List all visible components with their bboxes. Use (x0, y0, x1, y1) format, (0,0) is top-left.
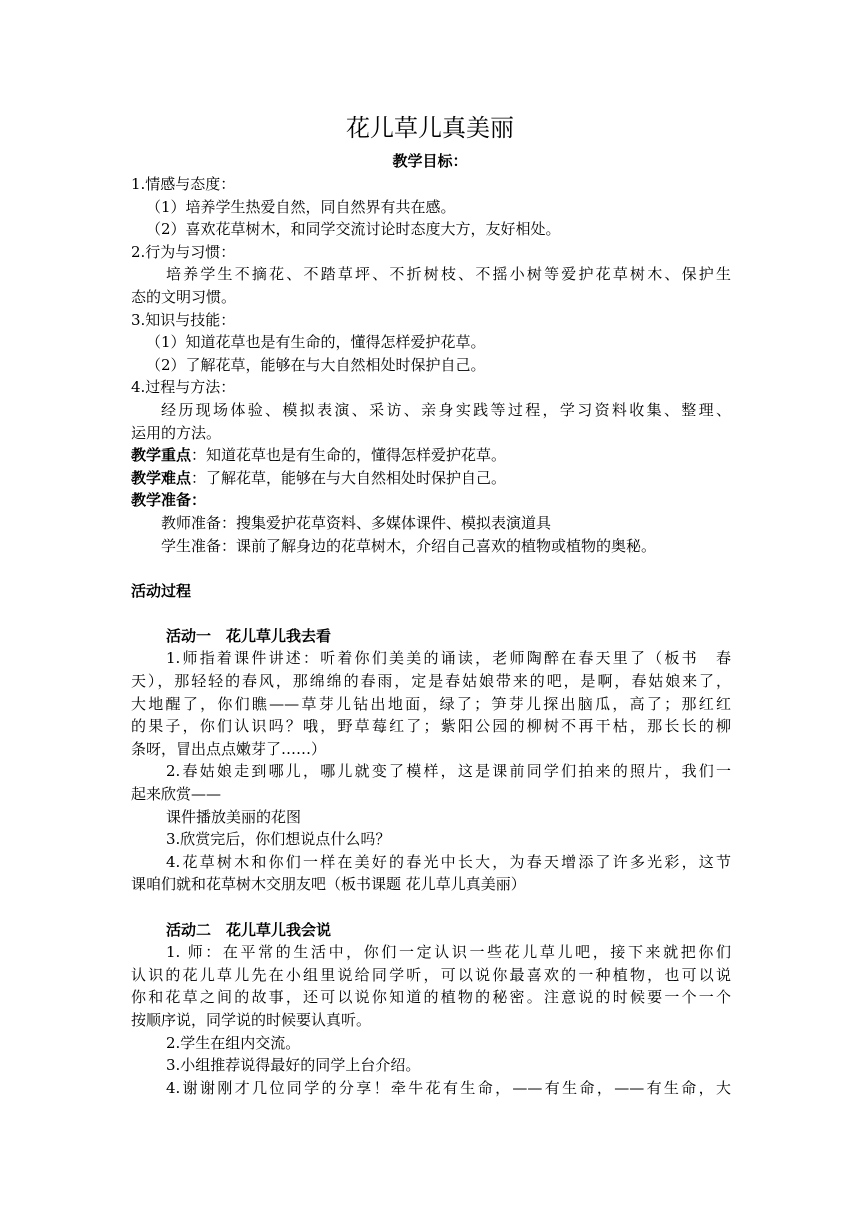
activity-2-heading: 活动二 花儿草儿我会说 (166, 920, 332, 939)
objective-heading-3: 3.知识与技能： (131, 310, 236, 329)
preparation (131, 489, 731, 512)
objective-item: （2）喜欢花草树木，和同学交流讨论时态度大方，友好相处。 (146, 220, 561, 239)
objective-heading-4: 4.过程与方法： (131, 378, 236, 397)
process-heading: 活动过程 (131, 581, 192, 600)
paragraph-line: 起来欣赏—— (131, 785, 222, 804)
paragraph-line: 2.学生在组内交流。 (166, 1033, 301, 1052)
key-point-text: ：知道花草也是有生命的，懂得怎样爱护花草。 (191, 446, 507, 465)
difficulty-text: ：了解花草，能够在与大自然相处时保护自己。 (191, 468, 507, 487)
paragraph-line: 认识的花儿草儿先在小组里说给同学听，可以说你最喜欢的一种植物，也可以说 (131, 965, 731, 984)
preparation-colon: ： (191, 491, 207, 510)
document-body (131, 173, 731, 1099)
paragraph-line: 1. 师：在平常的生活中，你们一定认识一些花儿草儿吧，接下来就把你们 (166, 943, 731, 962)
objective-item: （1）知道花草也是有生命的，懂得怎样爱护花草。 (146, 333, 486, 352)
paragraph-line: 条呀，冒出点点嫩芽了……） (131, 739, 327, 758)
difficulty (131, 467, 731, 490)
paragraph-line: 运用的方法。 (131, 423, 222, 442)
paragraph-line: 天），那轻轻的春风，那绵绵的春雨，定是春姑娘带来的吧，是啊，春姑娘来了， (131, 672, 731, 691)
objective-heading-2: 2.行为与习惯： (131, 242, 236, 261)
paragraph-line: 4.谢谢刚才几位同学的分享！牵牛花有生命，——有生命，——有生命，大 (166, 1078, 731, 1097)
paragraph-line: 按顺序说，同学说的时候要认真听。 (131, 1010, 372, 1029)
paragraph-line: 2.春姑娘走到哪儿，哪儿就变了模样，这是课前同学们拍来的照片，我们一 (166, 762, 731, 781)
objective-item: （2）了解花草，能够在与大自然相处时保护自己。 (146, 355, 486, 374)
paragraph-line: 课咱们就和花草树木交朋友吧（板书课题 花儿草儿真美丽） (131, 875, 526, 894)
objectives-heading: 教学目标： (392, 152, 468, 170)
paragraph-line: 经历现场体验、模拟表演、采访、亲身实践等过程，学习资料收集、整理、 (161, 400, 731, 419)
paragraph-line: 3.欣赏完后，你们想说点什么吗？ (166, 830, 391, 849)
key-point-label: 教学重点 (131, 446, 192, 465)
paragraph-line: 态的文明习惯。 (131, 287, 237, 306)
paragraph-line: 3.小组推荐说得最好的同学上台介绍。 (166, 1056, 421, 1075)
paragraph-line: 大地醒了，你们瞧——草芽儿钻出地面，绿了；笋芽儿探出脑瓜，高了；那红红 (131, 694, 731, 713)
paragraph-line: 课件播放美丽的花图 (166, 807, 302, 826)
key-point (131, 444, 731, 467)
paragraph-line: 你和花草之间的故事，还可以说你知道的植物的秘密。注意说的时候要一个一个 (131, 988, 731, 1007)
paragraph-line: 1.师指着课件讲述：听着你们美美的诵读，老师陶醉在春天里了（板书 春 (166, 649, 731, 668)
preparation-label: 教学准备 (131, 491, 192, 510)
paragraph-line: 4.花草树木和你们一样在美好的春光中长大，为春天增添了许多光彩，这节 (166, 852, 731, 871)
objective-heading-1: 1.情感与态度： (131, 175, 236, 193)
activity-1-heading: 活动一 花儿草儿我去看 (166, 626, 332, 645)
paragraph-line: 的果子，你们认识吗？哦，野草莓红了；紫阳公园的柳树不再干枯，那长长的柳 (131, 717, 731, 736)
teacher-preparation: 教师准备：搜集爱护花草资料、多媒体课件、模拟表演道具 (161, 513, 552, 532)
document-title: 花儿草儿真美丽 (346, 114, 514, 142)
student-preparation: 学生准备：课前了解身边的花草树木，介绍自己喜欢的植物或植物的奥秘。 (161, 536, 657, 555)
difficulty-label: 教学难点 (131, 468, 192, 487)
objective-item: （1）培养学生热爱自然，同自然界有共在感。 (146, 197, 456, 216)
paragraph-line: 培养学生不摘花、不踏草坪、不折树枝、不摇小树等爱护花草树木、保护生 (166, 265, 731, 284)
